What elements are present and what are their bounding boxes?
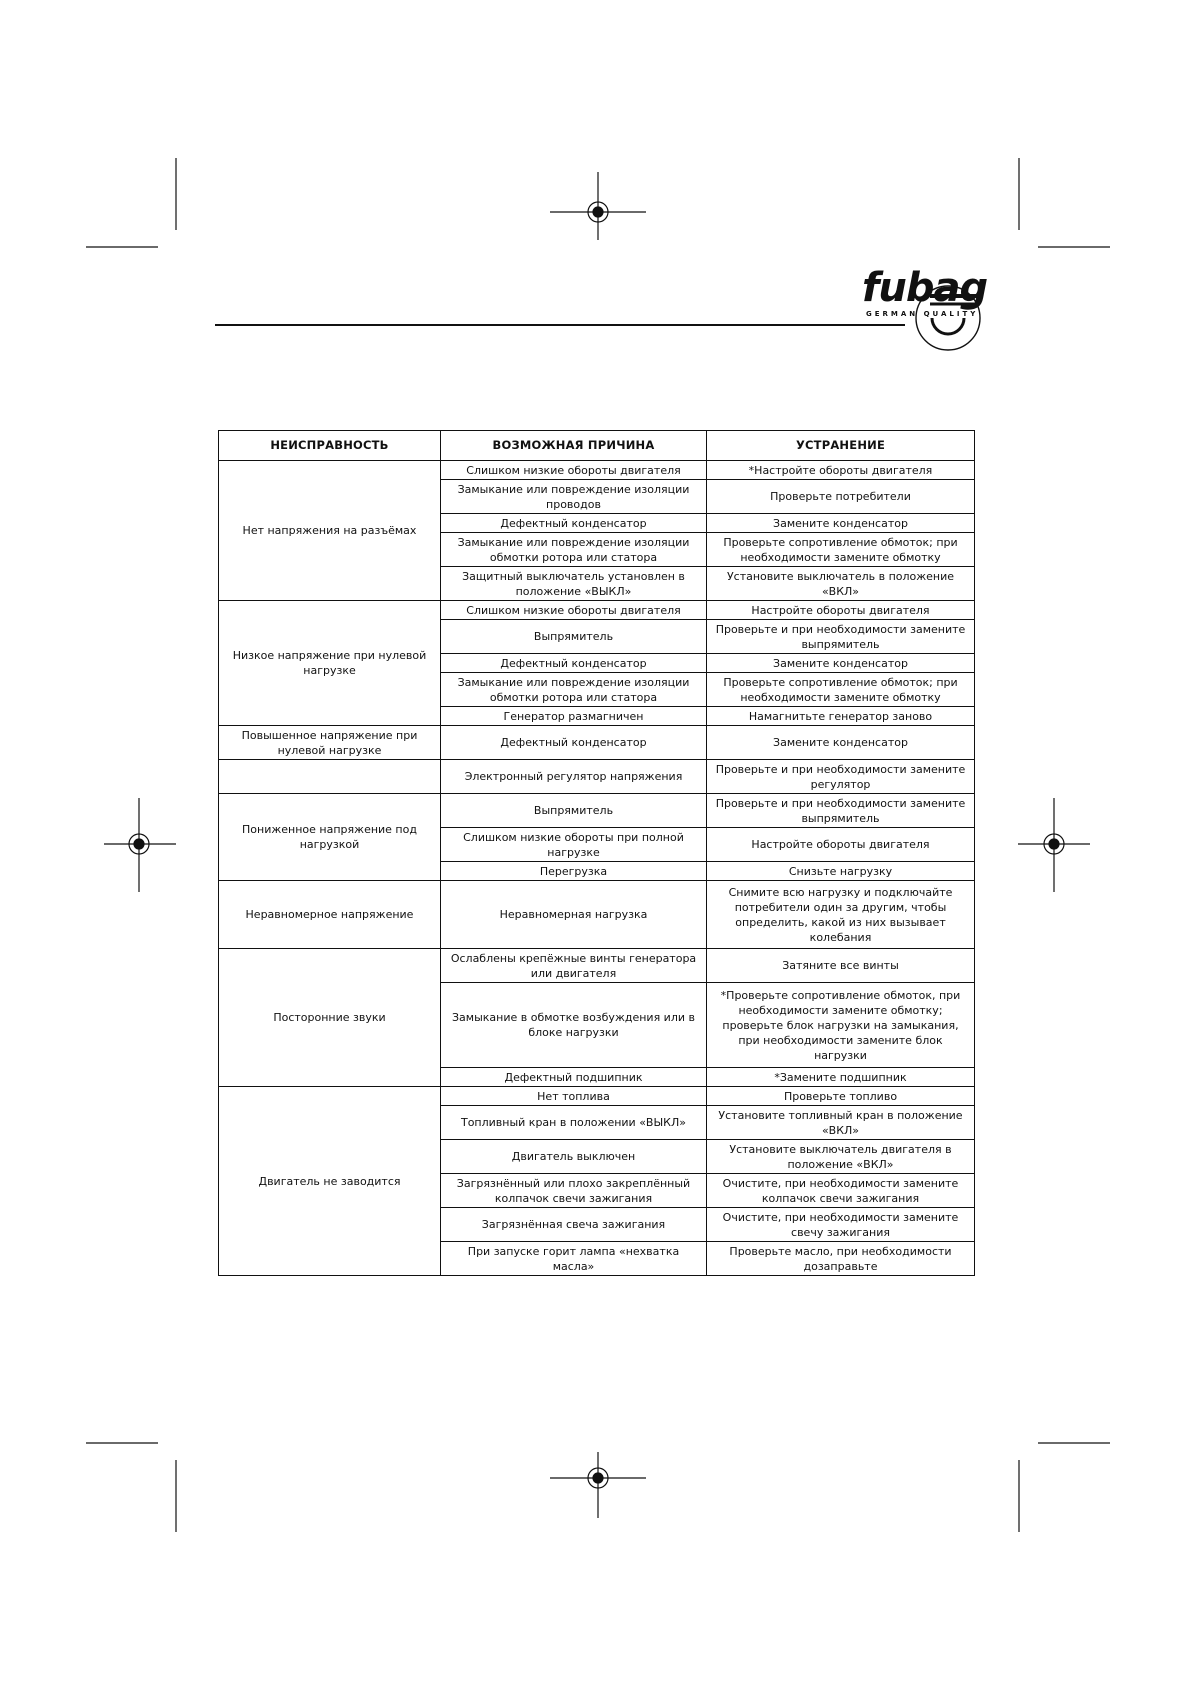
table-row [219,461,975,480]
fix-cell: *Проверьте сопротивление обмоток, при необходимости замените обмотку; проверьте блок нагрузки на замыкания, при необходимости замените блок нагрузки [707,983,975,1068]
fix-cell: Проверьте и при необходимости замените выпрямитель [707,620,975,654]
table-row [219,726,975,760]
fix-cell: Проверьте сопротивление обмоток; при необходимости замените обмотку [707,673,975,707]
fault-cell: Повышенное напряжение при нулевой нагрузке [219,726,441,760]
table-row [219,1087,975,1106]
cause-cell: Замыкание или повреждение изоляции обмотки ротора или статора [441,673,707,707]
fix-cell: *Замените подшипник [707,1068,975,1087]
cause-cell: Загрязнённая свеча зажигания [441,1208,707,1242]
fix-cell: Установите выключатель в положение «ВКЛ» [707,567,975,601]
table-header-row [219,431,975,461]
fix-cell: Снизьте нагрузку [707,862,975,881]
header-fix: УСТРАНЕНИЕ [707,431,975,461]
registration-mark-bottom [550,1452,646,1518]
cause-cell: Дефектный подшипник [441,1068,707,1087]
header-fault: НЕИСПРАВНОСТЬ [219,431,441,461]
brand-logo [862,266,992,356]
fix-cell: *Настройте обороты двигателя [707,461,975,480]
fix-cell: Проверьте топливо [707,1087,975,1106]
fix-cell: Очистите, при необходимости замените колпачок свечи зажигания [707,1174,975,1208]
logo-tagline: GERMAN QUALITY [866,310,979,318]
table-row [219,949,975,983]
fix-cell: Затяните все винты [707,949,975,983]
fix-cell: Замените конденсатор [707,514,975,533]
fix-cell: Проверьте и при необходимости замените регулятор [707,760,975,794]
cause-cell: Дефектный конденсатор [441,726,707,760]
fix-cell: Проверьте масло, при необходимости дозаправьте [707,1242,975,1276]
cause-cell: Выпрямитель [441,620,707,654]
header-rule [215,324,905,326]
cause-cell: Слишком низкие обороты двигателя [441,601,707,620]
fix-cell: Проверьте потребители [707,480,975,514]
cause-cell: Топливный кран в положении «ВЫКЛ» [441,1106,707,1140]
fault-cell: Нет напряжения на разъёмах [219,461,441,601]
cause-cell: Выпрямитель [441,794,707,828]
fault-cell: Посторонние звуки [219,949,441,1087]
table-row [219,881,975,949]
cause-cell: Генератор размагничен [441,707,707,726]
cause-cell: Загрязнённый или плохо закреплённый колпачок свечи зажигания [441,1174,707,1208]
fix-cell: Снимите всю нагрузку и подключайте потребители один за другим, чтобы определить, какой из них вызывает колебания [707,881,975,949]
fault-cell: Пониженное напряжение под нагрузкой [219,794,441,881]
registration-mark-right [1018,798,1090,892]
cause-cell: Перегрузка [441,862,707,881]
table-row [219,760,975,794]
cause-cell: Двигатель выключен [441,1140,707,1174]
registration-mark-left [104,798,176,892]
cause-cell: Слишком низкие обороты двигателя [441,461,707,480]
fix-cell: Установите топливный кран в положение «ВКЛ» [707,1106,975,1140]
fault-cell: Низкое напряжение при нулевой нагрузке [219,601,441,726]
cause-cell: При запуске горит лампа «нехватка масла» [441,1242,707,1276]
logo-wordmark: fubag [862,265,988,311]
cause-cell: Дефектный конденсатор [441,654,707,673]
cause-cell: Нет топлива [441,1087,707,1106]
registration-mark-top [550,172,646,240]
cause-cell: Защитный выключатель установлен в положение «ВЫКЛ» [441,567,707,601]
table-row [219,601,975,620]
fix-cell: Замените конденсатор [707,726,975,760]
cause-cell: Замыкание в обмотке возбуждения или в блоке нагрузки [441,983,707,1068]
cause-cell: Ослаблены крепёжные винты генератора или двигателя [441,949,707,983]
fix-cell: Проверьте и при необходимости замените выпрямитель [707,794,975,828]
fix-cell: Намагнитьте генератор заново [707,707,975,726]
troubleshooting-table [218,430,975,1276]
header-cause: ВОЗМОЖНАЯ ПРИЧИНА [441,431,707,461]
cause-cell: Замыкание или повреждение изоляции обмотки ротора или статора [441,533,707,567]
fix-cell: Настройте обороты двигателя [707,601,975,620]
cause-cell: Электронный регулятор напряжения [441,760,707,794]
fix-cell: Замените конденсатор [707,654,975,673]
fix-cell: Очистите, при необходимости замените свечу зажигания [707,1208,975,1242]
table-body [219,461,975,1276]
fix-cell: Установите выключатель двигателя в положение «ВКЛ» [707,1140,975,1174]
cause-cell: Неравномерная нагрузка [441,881,707,949]
cause-cell: Дефектный конденсатор [441,514,707,533]
table-row [219,794,975,828]
fix-cell: Настройте обороты двигателя [707,828,975,862]
fault-cell: Неравномерное напряжение [219,881,441,949]
fault-cell [219,760,441,794]
cause-cell: Слишком низкие обороты при полной нагрузке [441,828,707,862]
cause-cell: Замыкание или повреждение изоляции проводов [441,480,707,514]
fix-cell: Проверьте сопротивление обмоток; при необходимости замените обмотку [707,533,975,567]
fault-cell: Двигатель не заводится [219,1087,441,1276]
